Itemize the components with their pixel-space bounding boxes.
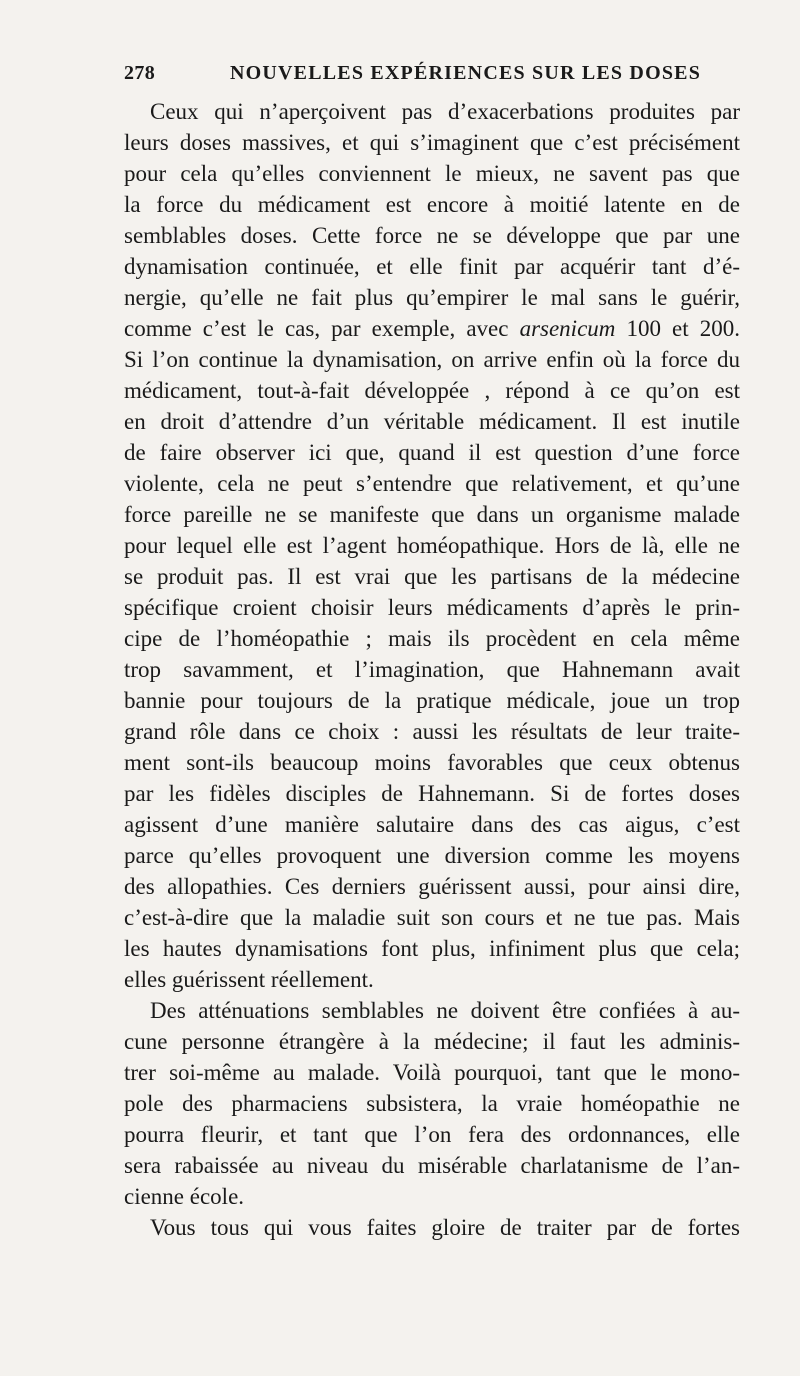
text-fragment: 100 et 200. [615, 316, 740, 341]
text-line: cienne école. [124, 1184, 245, 1209]
text-line: en droit d’attendre d’un véritable médicament. Il est inutile [124, 409, 740, 434]
text-line: bannie pour toujours de la pratique médicale, joue un trop [124, 688, 740, 713]
text-line: pour lequel elle est l’agent homéopathique. Hors de là, elle ne [124, 533, 740, 558]
text-line: parce qu’elles provoquent une diversion comme les moyens [124, 843, 740, 868]
text-line: se produit pas. Il est vrai que les partisans de la médecine [124, 564, 740, 589]
text-line: Vous tous qui vous faites gloire de traiter par de fortes [150, 1215, 740, 1240]
text-line: Ceux qui n’aperçoivent pas d’exacerbations produites par [150, 99, 740, 124]
text-line: c’est-à-dire que la maladie suit son cours et ne tue pas. Mais [124, 905, 740, 930]
italic-term: arsenicum [519, 316, 616, 341]
text-line: de faire observer ici que, quand il est question d’une force [124, 440, 740, 465]
text-line: force pareille ne se manifeste que dans un organisme malade [124, 502, 740, 527]
text-line: sera rabaissée au niveau du misérable charlatanisme de l’an- [124, 1153, 740, 1178]
body-text [124, 96, 740, 1243]
text-line: les hautes dynamisations font plus, infiniment plus que cela; [124, 936, 740, 961]
text-line: la force du médicament est encore à moitié latente en de [124, 192, 740, 217]
text-line [124, 313, 740, 344]
text-line: Des atténuations semblables ne doivent être confiées à au- [150, 998, 740, 1023]
text-line: par les fidèles disciples de Hahnemann. Si de fortes doses [124, 781, 740, 806]
text-line: spécifique croient choisir leurs médicaments d’après le prin- [124, 595, 740, 620]
page-number: 278 [124, 62, 156, 84]
text-line: ment sont-ils beaucoup moins favorables que ceux obtenus [124, 750, 740, 775]
text-line: grand rôle dans ce choix : aussi les résultats de leur traite- [124, 719, 740, 744]
text-line: leurs doses massives, et qui s’imaginent que c’est précisément [124, 130, 740, 155]
text-line: pourra fleurir, et tant que l’on fera des ordonnances, elle [124, 1122, 740, 1147]
text-line: médicament, tout-à-fait développée , répond à ce qu’on est [124, 378, 740, 403]
page-header [124, 62, 736, 92]
text-line: trer soi-même au malade. Voilà pourquoi, tant que le mono- [124, 1060, 740, 1085]
running-title: NOUVELLES EXPÉRIENCES SUR LES DOSES [230, 62, 702, 84]
text-line: dynamisation continuée, et elle finit par acquérir tant d’é- [124, 254, 740, 279]
text-line: pole des pharmaciens subsistera, la vraie homéopathie ne [124, 1091, 740, 1116]
text-line: Si l’on continue la dynamisation, on arrive enfin où la force du [124, 347, 740, 372]
text-line: cipe de l’homéopathie ; mais ils procèdent en cela même [124, 626, 740, 651]
text-line: agissent d’une manière salutaire dans des cas aigus, c’est [124, 812, 740, 837]
text-line: nergie, qu’elle ne fait plus qu’empirer le mal sans le guérir, [124, 285, 740, 310]
text-line: violente, cela ne peut s’entendre que relativement, et qu’une [124, 471, 740, 496]
text-fragment: comme c’est le cas, par exemple, avec [124, 316, 520, 341]
text-line: semblables doses. Cette force ne se développe que par une [124, 223, 740, 248]
text-line: elles guérissent réellement. [124, 967, 374, 992]
text-line: trop savamment, et l’imagination, que Hahnemann avait [124, 657, 740, 682]
text-line: des allopathies. Ces derniers guérissent aussi, pour ainsi dire, [124, 874, 740, 899]
text-line: cune personne étrangère à la médecine; il faut les adminis- [124, 1029, 740, 1054]
text-line: pour cela qu’elles conviennent le mieux, ne savent pas que [124, 161, 740, 186]
